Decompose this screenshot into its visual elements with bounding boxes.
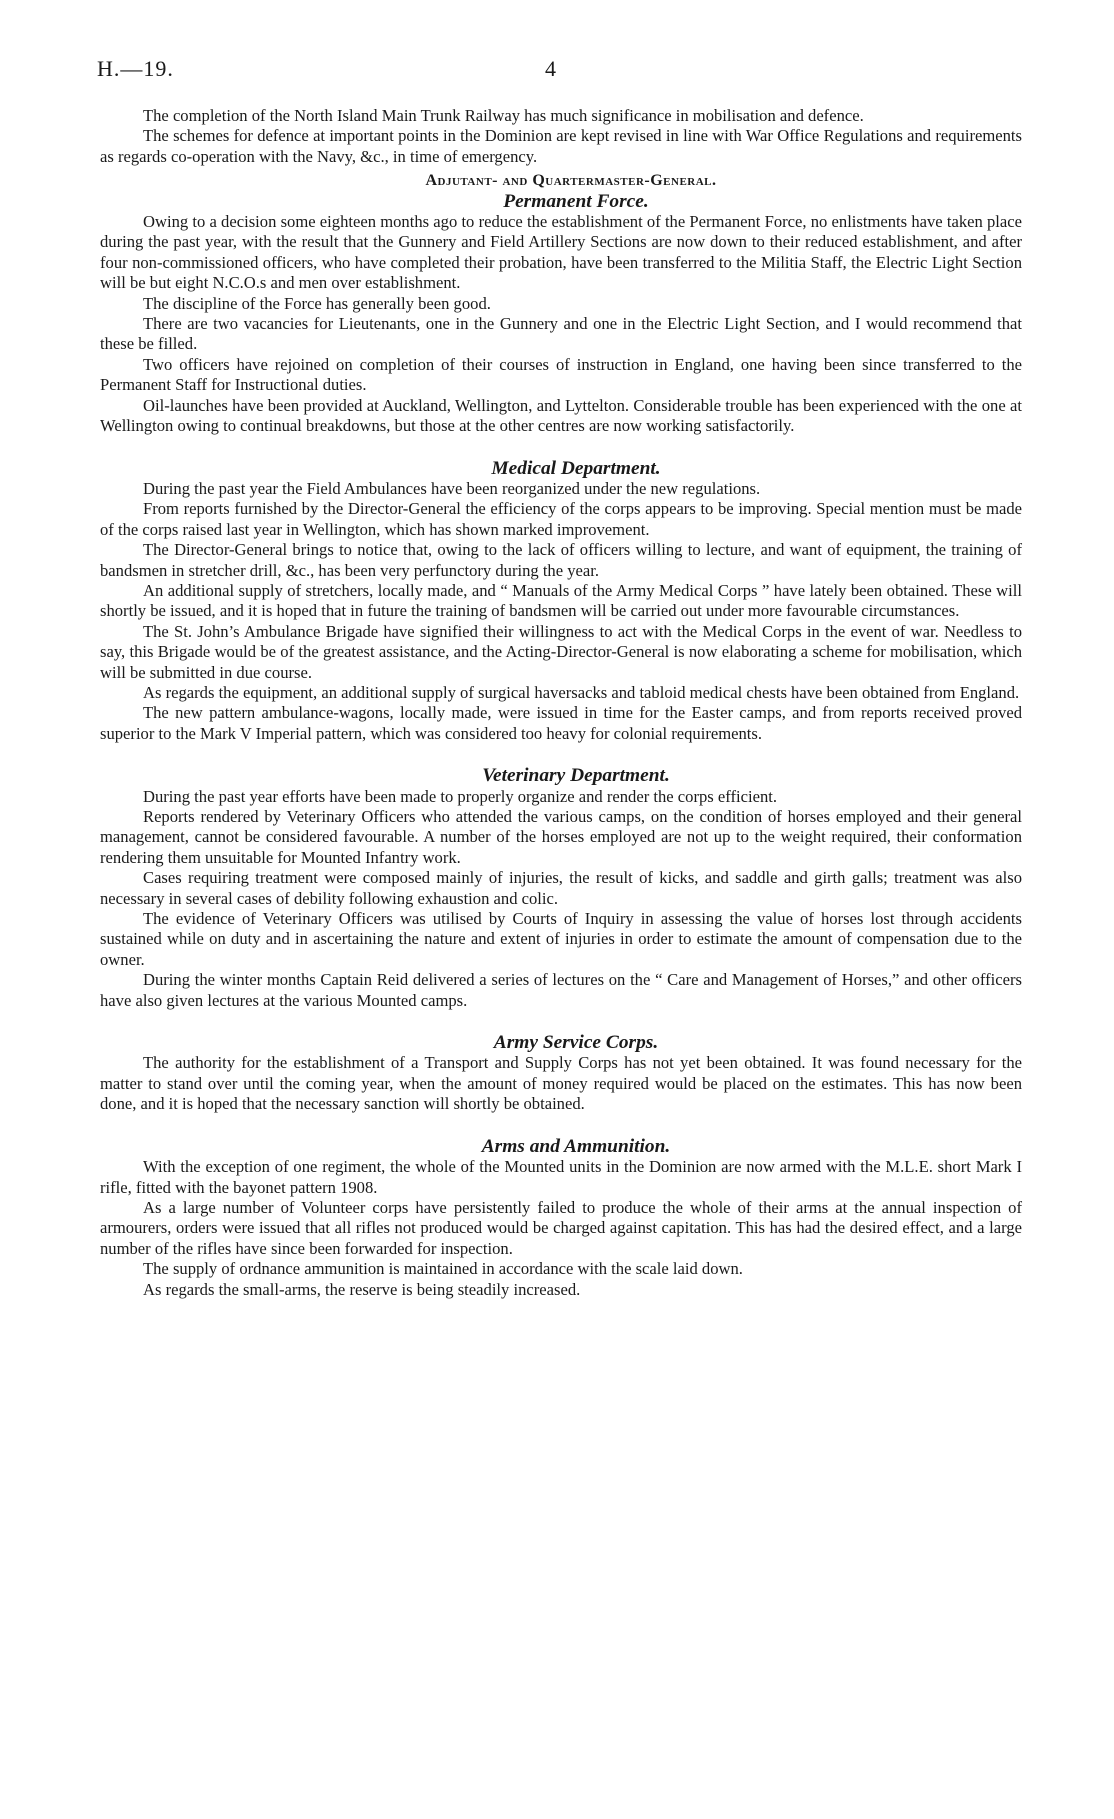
paragraph: An additional supply of stretchers, locally made, and “ Manuals of the Army Medical Corps ” have lately been obtained. These will shortly be issued, and it is hoped that in future the training of bandsmen will be carried out under more favourable circumstances. xyxy=(100,580,1022,621)
section-heading: Adjutant- and Quartermaster-General. xyxy=(425,172,717,190)
page-body xyxy=(100,106,1022,1300)
subsection-heading: Medical Department. xyxy=(491,457,661,479)
paragraph: Cases requiring treatment were composed mainly of injuries, the result of kicks, and saddle and girth galls; treatment was also necessary in several cases of debility following exhaustion and colic. xyxy=(100,868,1022,908)
paragraph: During the winter months Captain Reid delivered a series of lectures on the “ Care and Management of Horses,” and other officers have also given lectures at the various Mounted camps. xyxy=(100,970,1022,1010)
paragraph: The discipline of the Force has generally been good. xyxy=(143,293,491,313)
paragraph: Two officers have rejoined on completion of their courses of instruction in England, one having been since transferred to the Permanent Staff for Instructional duties. xyxy=(100,354,1022,395)
paragraph: The completion of the North Island Main Trunk Railway has much significance in mobilisation and defence. xyxy=(143,106,864,125)
paragraph: The authority for the establishment of a Transport and Supply Corps has not yet been obtained. It was found necessary for the matter to stand over until the coming year, when the amount of money required would be placed on the estimates. This has now been done, and it is hoped that the necessary sanction will shortly be obtained. xyxy=(100,1053,1022,1114)
paragraph: Owing to a decision some eighteen months ago to reduce the establishment of the Permanent Force, no enlistments have taken place during the past year, with the result that the Gunnery and Field Artillery Sections are now down to their reduced establishment, and after four non-commissioned officers, who have completed their probation, have been transferred to the Militia Staff, the Electric Light Section will be but eight N.C.O.s and men over establishment. xyxy=(100,212,1022,293)
paragraph: The supply of ordnance ammunition is maintained in accordance with the scale laid down. xyxy=(143,1259,743,1279)
paragraph: Oil-launches have been provided at Auckland, Wellington, and Lyttelton. Considerable trouble has been experienced with the one at Wellington owing to continual breakdowns, but those at the other centres are now working satisfactorily. xyxy=(100,395,1022,436)
paragraph: The evidence of Veterinary Officers was utilised by Courts of Inquiry in assessing the value of horses lost through accidents sustained while on duty and in ascertaining the nature and extent of injuries in order to estimate the amount of compensation due to the owner. xyxy=(100,909,1022,969)
paragraph: The schemes for defence at important points in the Dominion are kept revised in line with War Office Regulations and requirements as regards co-operation with the Navy, &c., in time of emergency. xyxy=(100,126,1022,166)
paragraph: As regards the small-arms, the reserve is being steadily increased. xyxy=(143,1279,581,1299)
paragraph: The new pattern ambulance-wagons, locally made, were issued in time for the Easter camps, and from reports received proved superior to the Mark V Imperial pattern, which was considered too heavy for colonial requirements. xyxy=(100,703,1022,743)
subsection-heading: Arms and Ammunition. xyxy=(481,1135,671,1157)
subsection-heading: Permanent Force. xyxy=(503,190,649,212)
paragraph: There are two vacancies for Lieutenants, one in the Gunnery and one in the Electric Light Section, and I would recommend that these be filled. xyxy=(100,314,1022,354)
page-number: 4 xyxy=(545,56,557,81)
paragraph: From reports furnished by the Director-General the efficiency of the corps appears to be improving. Special mention must be made of the corps raised last year in Wellington, which has shown marked improvement. xyxy=(100,499,1022,539)
subsection-heading: Veterinary Department. xyxy=(482,765,670,787)
paragraph: As a large number of Volunteer corps have persistently failed to produce the whole of their arms at the annual inspection of armourers, orders were issued that all rifles not produced would be charged against capitation. This has had the desired effect, and a large number of the rifles have since been forwarded for inspection. xyxy=(100,1197,1022,1258)
paragraph: With the exception of one regiment, the whole of the Mounted units in the Dominion are now armed with the M.L.E. short Mark I rifle, fitted with the bayonet pattern 1908. xyxy=(100,1157,1022,1197)
page-reference: H.—19. xyxy=(97,56,174,81)
subsection-heading: Army Service Corps. xyxy=(493,1032,659,1054)
paragraph: The Director-General brings to notice that, owing to the lack of officers willing to lecture, and want of equipment, the training of bandsmen in stretcher drill, &c., has been very perfunctory during the year. xyxy=(100,540,1022,580)
paragraph: The St. John’s Ambulance Brigade have signified their willingness to act with the Medical Corps in the event of war. Needless to say, this Brigade would be of the greatest assistance, and the Acting-Director-General is now elaborating a scheme for mobilisation, which will be submitted in due course. xyxy=(100,621,1022,682)
paragraph: Reports rendered by Veterinary Officers who attended the various camps, on the condition of horses employed and their general management, cannot be considered favourable. A number of the horses employed are not up to the weight required, their conformation rendering them unsuitable for Mounted Infantry work. xyxy=(100,807,1022,867)
paragraph: As regards the equipment, an additional supply of surgical haversacks and tabloid medical chests have been obtained from England. xyxy=(143,682,1020,702)
paragraph: During the past year efforts have been made to properly organize and render the corps efficient. xyxy=(143,786,777,806)
paragraph: During the past year the Field Ambulances have been reorganized under the new regulations. xyxy=(143,478,761,498)
